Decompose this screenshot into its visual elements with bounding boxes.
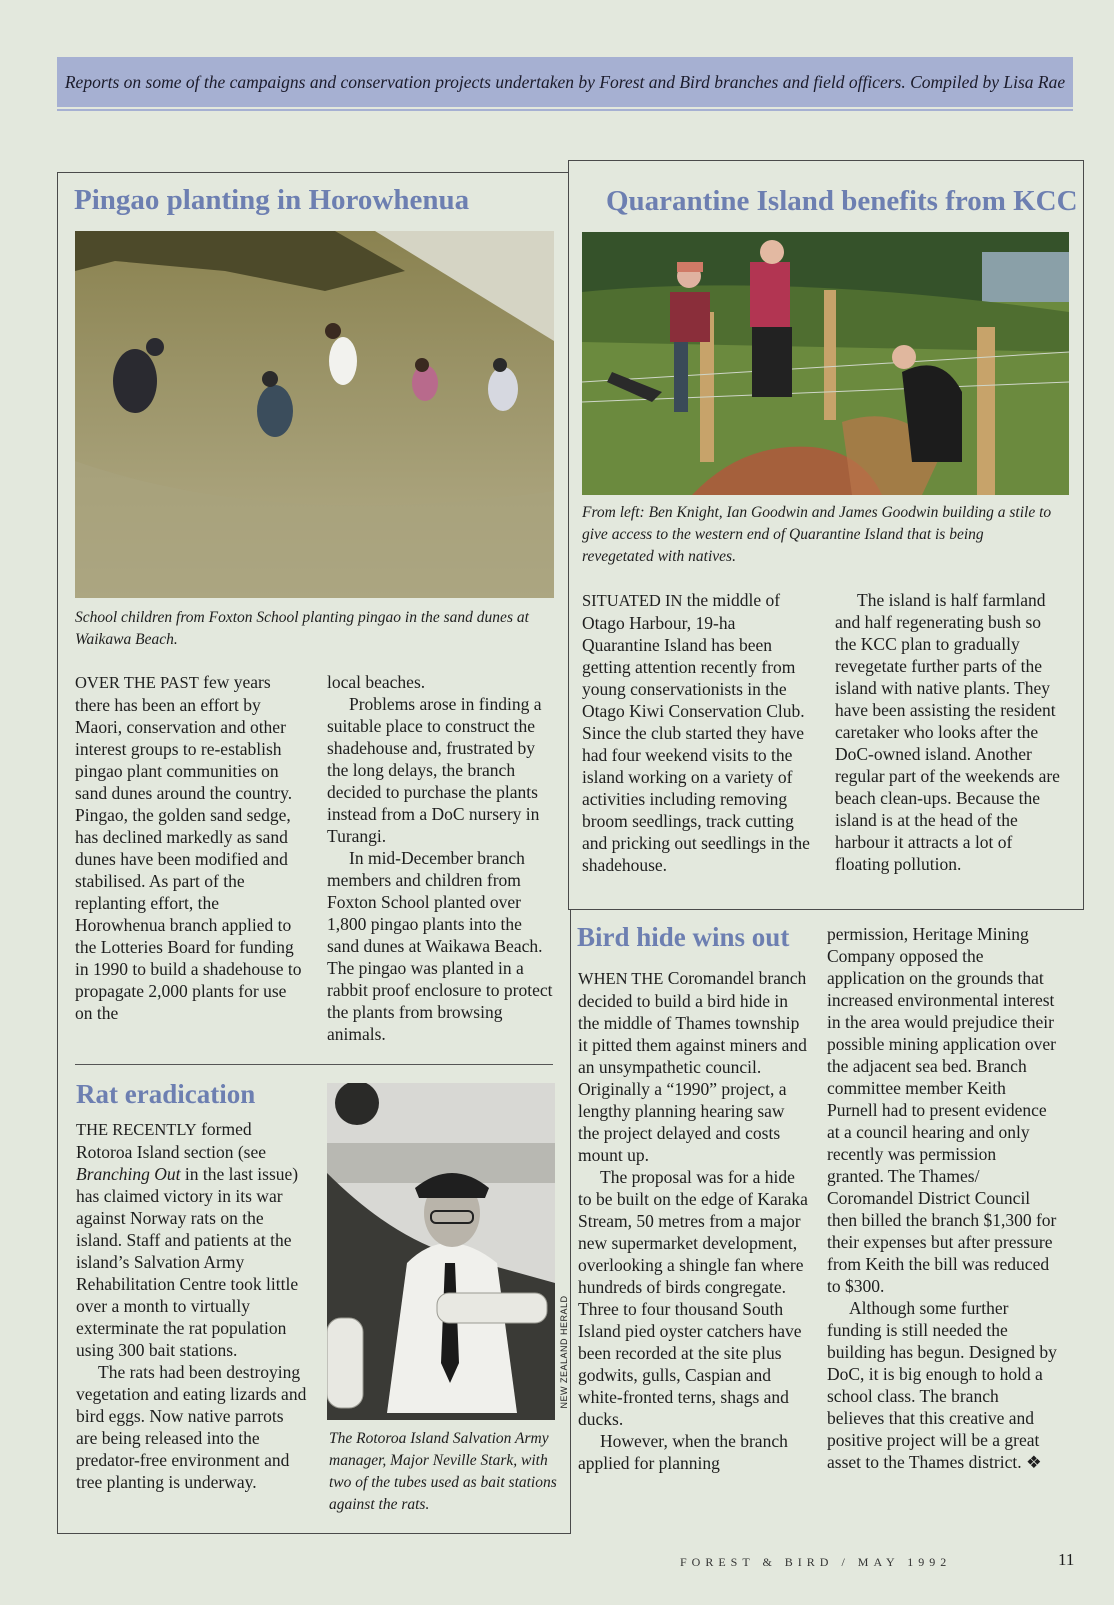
pingao-column-1 [75,671,303,1024]
pingao-lead: OVER THE PAST [75,673,199,692]
header-banner [57,57,1073,107]
rat-headline: Rat eradication [76,1079,256,1109]
rat-p1-italic: Branching Out [76,1164,181,1184]
quarantine-col2-text: The island is half farmland and half regenerating bush so the KCC plan to gradually revegetate further parts of the island with native plants. They have been assisting the resident caretaker who looks after the DoC-owned island. Another regular part of the weekends are beach clean-ups. Because the island is at the head of the harbour it attracts a lot of floating pollution. [835,590,1060,874]
quarantine-headline: Quarantine Island benefits from KCC [606,185,1078,217]
birdhide-col2-p2: Although some further funding is still needed the building has begun. Designed by DoC, it is big enough to hold a school class. The branch believes that this creative and positive project will be a great asset to the Thames district. [827,1298,1057,1472]
pingao-col2-p2: Problems arose in finding a suitable place to construct the shadehouse and, frustrated by the long delays, the branch decided to purchase the plants instead from a DoC nursery in Turangi. [327,694,542,846]
pingao-col1-text: few years there has been an effort by Maori, conservation and other interest groups to re-establish pingao plant communities on sand dunes around the country. Pingao, the golden sand sedge, has declined markedly as sand dunes have been modified and stabilised. As part of the replanting effort, the Horowhenua branch applied to the Lotteries Board for funding in 1990 to build a shadehouse to propagate 2,000 plants for use on the [75,672,302,1023]
footer-magazine: FOREST & BIRD / MAY 1992 [680,1555,952,1569]
rat-caption: The Rotoroa Island Salvation Army manager, Major Neville Stark, with two of the tubes used as bait stations against the rats. [329,1430,557,1513]
pingao-col2-p3: In mid-December branch members and children from Foxton School planted over 1,800 pingao plants into the sand dunes at Waikawa Beach. The pingao was planted in a rabbit proof enclosure to protect the plants from browsing animals. [327,848,553,1044]
birdhide-col1-p1: Coromandel branch decided to build a bird hide in the middle of Thames township it pitted them against miners and an unsympathetic council. Originally a “1990” project, a lengthy planning hearing saw the project delayed and costs mount up. [578,968,807,1165]
pingao-column-2 [327,671,557,1045]
photo-credit-text: NEW ZEALAND HERALD [559,1295,569,1409]
rat-column [76,1118,308,1493]
page-number: 11 [1058,1550,1075,1569]
pingao-rat-divider [75,1064,553,1065]
rat-p1-b: in the last issue) has claimed victory in its war against Norway rats on the island. Staff and patients at the island’s Salvation Army Rehabilitation Centre took little over a month to virtually exterminate the rat population using 300 bait stations. [76,1164,299,1360]
birdhide-headline: Bird hide wins out [577,922,790,952]
birdhide-column-2 [827,923,1057,1473]
rat-lead: THE RECENTLY [76,1120,197,1139]
birdhide-col1-p3: However, when the branch applied for planning [578,1431,788,1473]
pingao-caption: School children from Foxton School planting pingao in the sand dunes at Waikawa Beach. [75,609,529,648]
rat-p2: The rats had been destroying vegetation and eating lizards and bird eggs. Now native parrots are being released into the predator-free environment and tree planting is underway. [76,1362,307,1492]
quarantine-col1-text: the middle of Otago Harbour, 19-ha Quarantine Island has been getting attention recently from young conservationists in the Otago Kiwi Conservation Club. Since the club started they have had four weekend visits to the island working on a variety of activities including removing broom seedlings, track cutting and pricking out seedlings in the shadehouse. [582,590,810,875]
pingao-headline: Pingao planting in Horowhenua [74,184,470,216]
quarantine-column-1 [582,589,814,876]
quarantine-photo [582,232,1069,495]
end-mark: ❖ [1025,1452,1042,1472]
banner-text: Reports on some of the campaigns and conservation projects undertaken by Forest and Bird branches and field officers. Compiled by Lisa Rae [64,71,1066,92]
photo-credit [558,1287,570,1419]
rat-photo [327,1083,555,1420]
quarantine-column-2 [835,589,1065,875]
birdhide-col1-p2: The proposal was for a hide to be built on the edge of Karaka Stream, 50 metres from a major new supermarket development, overlooking a shingle fan where hundreds of birds congregate. Three to four thousand South Island pied oyster catchers have been recorded at the site plus godwits, gulls, Caspian and white-fronted terns, shags and ducks. [578,1167,808,1429]
birdhide-column-1 [578,967,810,1474]
quarantine-caption: From left: Ben Knight, Ian Goodwin and James Goodwin building a stile to give access to the western end of Quarantine Island that is being revegetated with natives. [582,504,1052,565]
birdhide-col2-p1: permission, Heritage Mining Company opposed the application on the grounds that increased environmental interest in the area would prejudice their possible mining application over the adjacent sea bed. Branch committee member Keith Purnell had to present evidence at a council hearing and only recently was permission granted. The Thames/ Coromandel District Council then billed the branch $1,300 for their expenses but after pressure from Keith the bill was reduced to $300. [827,924,1057,1296]
banner-rule [57,109,1073,111]
rat-p1-a: formed Rotoroa Island section (see [76,1119,267,1162]
quarantine-lead: SITUATED IN [582,591,683,610]
pingao-col2-p1: local beaches. [327,672,426,692]
pingao-photo [75,231,554,598]
birdhide-lead: WHEN THE [578,969,664,988]
